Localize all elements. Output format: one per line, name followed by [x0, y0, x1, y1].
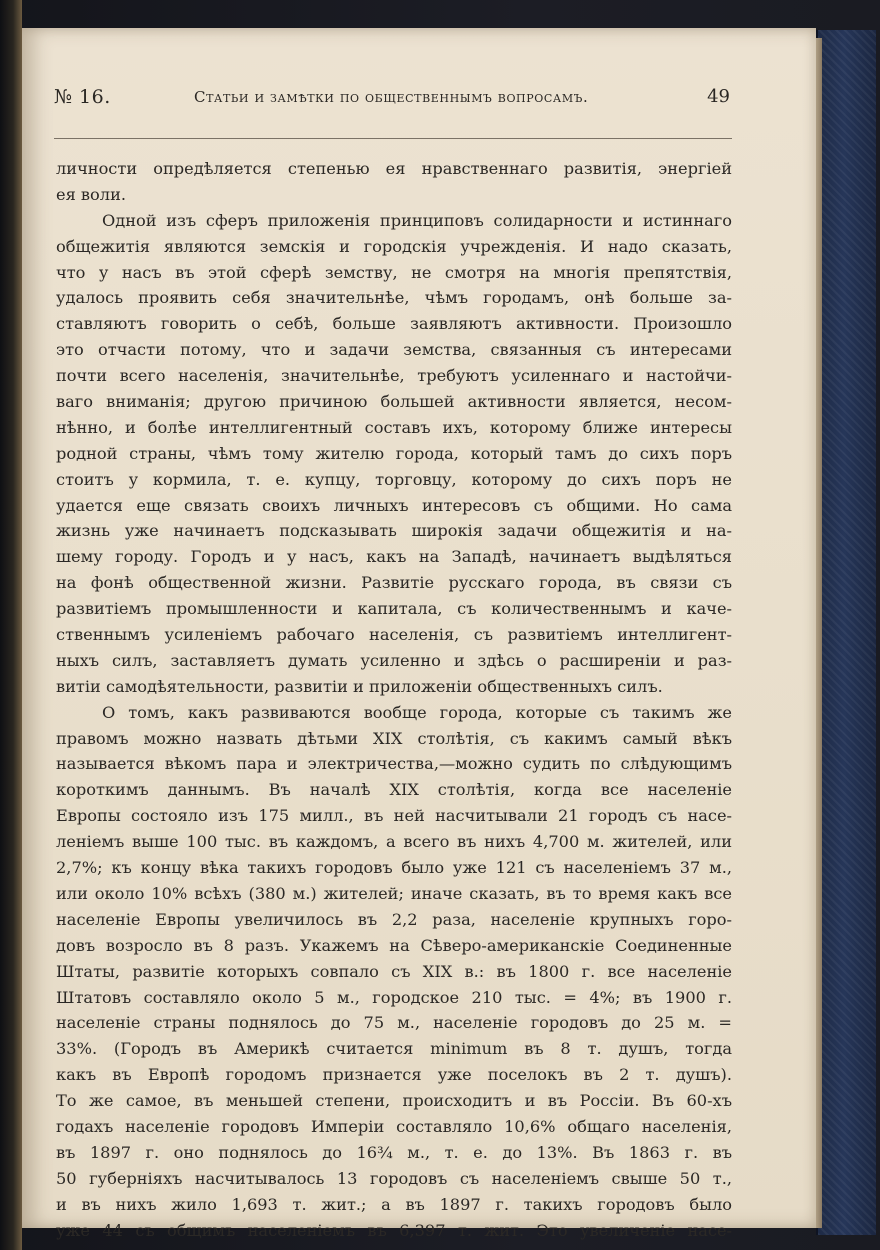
header-divider [54, 138, 732, 139]
text-line: То же самое, въ меньшей степени, происходитъ и въ Россіи. Въ 60-хъ [56, 1091, 732, 1111]
text-line: 50 губерніяхъ насчитывалось 13 городовъ съ населеніемъ свыше 50 т., [56, 1168, 732, 1188]
text-line: удается еще связать своихъ личныхъ интересовъ съ общими. Но сама [56, 495, 732, 515]
text-line: шему городу. Городъ и у насъ, какъ на Западѣ, начинаетъ выдѣляться [56, 547, 732, 567]
text-line: населеніе страны поднялось до 75 м., населеніе городовъ до 25 м. = [56, 1013, 732, 1033]
text-line: Европы состояло изъ 175 милл., въ ней насчитывали 21 городъ съ насе- [56, 806, 732, 826]
text-line: ныхъ силъ, заставляетъ думать усиленно и здѣсь о расширеніи и раз- [56, 650, 732, 670]
text-line: и въ нихъ жило 1,693 т. жит.; а въ 1897 г. такихъ городовъ было [56, 1194, 732, 1214]
issue-number: № 16. [54, 86, 111, 108]
text-line: ваго вниманія; другою причиною большей активности является, несом- [56, 392, 732, 412]
running-header [54, 82, 730, 112]
text-line: что у насъ въ этой сферѣ земству, не смотря на многія препятствія, [56, 262, 732, 282]
text-line: общежитія являются земскія и городскія учрежденія. И надо сказать, [56, 236, 732, 256]
text-line: леніемъ выше 100 тыс. въ каждомъ, а всего въ нихъ 4,700 м. жителей, или [56, 832, 732, 852]
text-line: 33%. (Городъ въ Америкѣ считается minimum въ 8 т. душъ, тогда [56, 1039, 732, 1059]
book-page [22, 28, 816, 1240]
text-line: въ 1897 г. оно поднялось до 16¾ м., т. е. до 13%. Въ 1863 г. въ [56, 1142, 732, 1162]
page-number: 49 [707, 86, 730, 107]
text-line: Одной изъ сферъ приложенія принциповъ солидарности и истиннаго [102, 210, 732, 230]
text-line: личности опредѣляется степенью ея нравственнаго развитія, энергіей [56, 159, 732, 178]
text-line: О томъ, какъ развиваются вообще города, которые съ такимъ же [102, 702, 732, 722]
text-line: стоитъ у кормила, т. е. купцу, торговцу, которому до сихъ поръ не [56, 469, 732, 489]
text-line: ея воли. [56, 184, 127, 204]
book-cover-edge [816, 30, 876, 1235]
text-line: родной страны, чѣмъ тому жителю города, который тамъ до сихъ поръ [56, 443, 732, 463]
text-line: какъ въ Европѣ городомъ признается уже поселокъ въ 2 т. душъ). [56, 1065, 732, 1085]
text-line: называется вѣкомъ пара и электричества,—можно судить по слѣдующимъ [56, 754, 732, 774]
body-text [56, 156, 732, 1243]
text-line: довъ возросло въ 8 разъ. Укажемъ на Сѣверо-американскіе Соединенные [56, 935, 732, 955]
book-gutter [0, 0, 22, 1250]
text-line: жизнь уже начинаетъ подсказывать широкія задачи общежитія и на- [56, 521, 732, 541]
text-line: населеніе Европы увеличилось въ 2,2 раза, населеніе крупныхъ горо- [56, 909, 732, 929]
text-line: уже 44 съ общимъ населеніемъ въ 6,397 т. жит. Это увеличеніе насе- [56, 1220, 732, 1240]
text-line: это отчасти потому, что и задачи земства, связанныя съ интересами [56, 340, 732, 360]
text-line: 2,7%; къ концу вѣка такихъ городовъ было уже 121 съ населеніемъ 37 м., [56, 858, 732, 878]
text-line: витіи самодѣятельности, развитіи и приложеніи общественныхъ силъ. [56, 676, 663, 696]
text-line: ставляютъ говорить о себѣ, больше заявляютъ активности. Произошло [56, 314, 732, 334]
text-line: на фонѣ общественной жизни. Развитіе русскаго города, въ связи съ [56, 573, 732, 593]
text-line: или около 10% всѣхъ (380 м.) жителей; иначе сказать, въ то время какъ все [56, 883, 732, 903]
text-line: правомъ можно назвать дѣтьми XIX столѣтія, съ какимъ самый вѣкъ [56, 728, 732, 748]
text-line: Штаты, развитіе которыхъ совпало съ XIX в.: въ 1800 г. все населеніе [56, 961, 732, 981]
text-line: ственнымъ усиленіемъ рабочаго населенія, съ развитіемъ интеллигент- [56, 625, 732, 645]
running-title: Статьи и замѣтки по общественнымъ вопросамъ. [194, 88, 589, 106]
text-line: короткимъ даннымъ. Въ началѣ XIX столѣтія, когда все населеніе [56, 780, 732, 800]
text-line: почти всего населенія, значительнѣе, требуютъ усиленнаго и настойчи- [56, 366, 732, 386]
text-line: развитіемъ промышленности и капитала, съ количественнымъ и каче- [56, 599, 732, 619]
text-line: годахъ населеніе городовъ Имперіи составляло 10,6% общаго населенія, [56, 1116, 732, 1136]
text-line: удалось проявить себя значительнѣе, чѣмъ городамъ, онѣ больше за- [56, 288, 732, 308]
text-line: нѣнно, и болѣе интеллигентный составъ ихъ, которому ближе интересы [56, 417, 732, 437]
text-line: Штатовъ составляло около 5 м., городское 210 тыс. = 4%; въ 1900 г. [56, 987, 732, 1007]
